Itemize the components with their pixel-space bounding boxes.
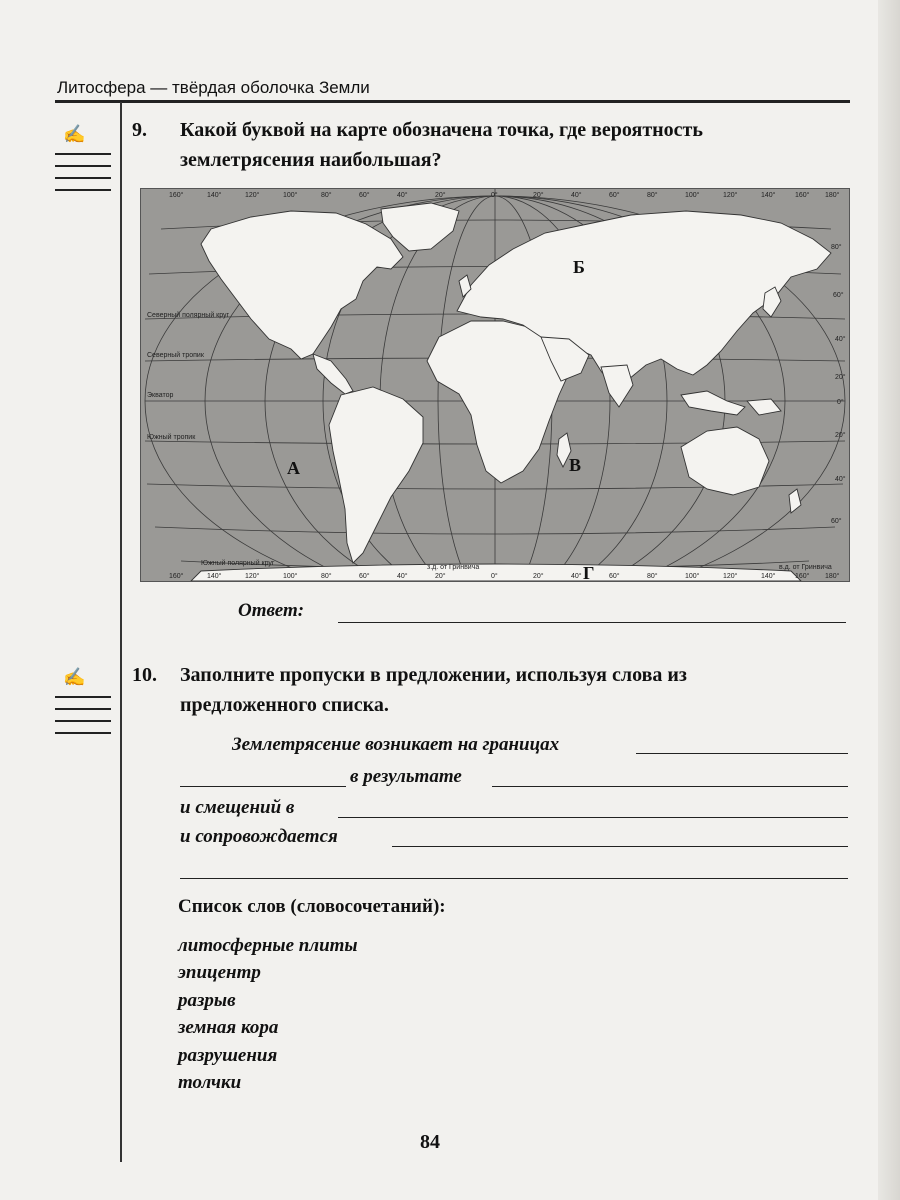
word-list-title: Список слов (словосочетаний): — [178, 896, 446, 917]
blank-line-3[interactable] — [492, 786, 848, 787]
blank-line-5[interactable] — [392, 846, 848, 847]
tick-label: 100° — [685, 573, 700, 580]
fill-sentence-part-4: и сопровождается — [180, 826, 338, 847]
tick-label: 120° — [723, 573, 738, 580]
tick-label: 80° — [647, 192, 658, 199]
tick-label: 0° — [837, 399, 844, 406]
tick-label: 140° — [207, 192, 222, 199]
tick-label: 80° — [647, 573, 658, 580]
margin-line — [55, 720, 111, 722]
word-list-item: земная кора — [178, 1017, 279, 1038]
tick-label: 160° — [795, 192, 810, 199]
tick-label: 80° — [321, 573, 332, 580]
word-list-item: толчки — [178, 1072, 242, 1093]
world-map — [140, 188, 850, 582]
fill-sentence-part-2: в результате — [350, 766, 462, 787]
tick-label: 80° — [831, 244, 842, 251]
tick-label: 40° — [571, 192, 582, 199]
tick-label: 160° — [169, 192, 184, 199]
margin-line — [55, 189, 111, 191]
fill-sentence-part-1: Землетрясение возникает на границах — [232, 734, 560, 755]
tick-label: 20° — [533, 192, 544, 199]
tick-label: 140° — [761, 573, 776, 580]
question-9-text — [180, 115, 703, 175]
running-header — [55, 76, 850, 102]
antarctic-circle-label: Южный полярный круг — [201, 560, 275, 567]
blank-line-2[interactable] — [180, 786, 346, 787]
header-title: Литосфера — твёрдая оболочка Земли — [57, 78, 370, 97]
tick-label: 0° — [491, 573, 498, 580]
tick-label: 160° — [795, 573, 810, 580]
pencil-icon: ✍ — [63, 124, 86, 144]
equator-label: Экватор — [147, 392, 174, 399]
margin-answer-box-q9 — [55, 125, 111, 191]
tick-label: 120° — [245, 573, 260, 580]
tick-label: 60° — [359, 573, 370, 580]
tick-label: 60° — [359, 192, 370, 199]
tick-label: 120° — [723, 192, 738, 199]
tick-label: 60° — [833, 292, 844, 299]
margin-answer-box-q10 — [55, 668, 111, 734]
map-point-v: В — [569, 455, 582, 475]
tick-label: 100° — [283, 573, 298, 580]
tick-label: 180° — [825, 573, 840, 580]
blank-line-1[interactable] — [636, 753, 848, 754]
tick-label: 80° — [321, 192, 332, 199]
margin-rule — [120, 102, 122, 1162]
answer-line[interactable] — [338, 622, 846, 623]
pencil-icon: ✍ — [63, 667, 86, 687]
margin-line — [55, 708, 111, 710]
tick-label: 140° — [761, 192, 776, 199]
tick-label: 160° — [169, 573, 184, 580]
tick-label: 20° — [435, 192, 446, 199]
tick-label: 40° — [397, 573, 408, 580]
question-10-number: 10. — [132, 664, 157, 686]
west-longitude-label: з.д. от Гринвича — [427, 564, 480, 571]
tick-label: 120° — [245, 192, 260, 199]
tropic-south-label: Южный тропик — [147, 434, 196, 441]
word-list-item: литосферные плиты — [178, 935, 358, 956]
arctic-circle-label: Северный полярный круг — [147, 312, 230, 319]
header-rule — [55, 100, 850, 103]
tick-label: 100° — [685, 192, 700, 199]
question-10-line-2: предложенного списка. — [180, 694, 389, 716]
tick-label: 0° — [491, 192, 498, 199]
question-9-line-2: землетрясения наибольшая? — [180, 149, 442, 171]
tick-label: 20° — [435, 573, 446, 580]
tropic-north-label: Северный тропик — [147, 352, 204, 359]
question-9-number: 9. — [132, 119, 147, 141]
question-9-line-1: Какой буквой на карте обозначена точка, где вероятность — [180, 119, 703, 141]
map-point-g: Г — [583, 563, 595, 582]
tick-label: 60° — [609, 192, 620, 199]
margin-line — [55, 165, 111, 167]
map-point-a: А — [287, 458, 300, 478]
margin-line — [55, 177, 111, 179]
tick-label: 40° — [397, 192, 408, 199]
tick-label: 180° — [825, 192, 840, 199]
map-point-b: Б — [573, 257, 585, 277]
word-list-item: эпицентр — [178, 962, 261, 983]
tick-label: 140° — [207, 573, 222, 580]
fill-sentence-part-3: и смещений в — [180, 797, 295, 818]
margin-line — [55, 696, 111, 698]
tick-label: 20° — [533, 573, 544, 580]
tick-label: 40° — [835, 336, 846, 343]
word-list-item: разрушения — [178, 1045, 278, 1066]
tick-label: 100° — [283, 192, 298, 199]
margin-line — [55, 153, 111, 155]
margin-line — [55, 732, 111, 734]
page-number: 84 — [420, 1131, 440, 1153]
answer-label: Ответ: — [238, 600, 305, 621]
tick-label: 20° — [835, 374, 846, 381]
tick-label: 60° — [831, 518, 842, 525]
tick-label: 40° — [835, 476, 846, 483]
east-longitude-label: в.д. от Гринвича — [779, 564, 832, 571]
tick-label: 60° — [609, 573, 620, 580]
blank-line-6[interactable] — [180, 878, 848, 879]
question-10-text — [180, 660, 687, 720]
question-10-line-1: Заполните пропуски в предложении, используя слова из — [180, 664, 687, 686]
blank-line-4[interactable] — [338, 817, 848, 818]
page-edge-shadow — [878, 0, 900, 1200]
tick-label: 40° — [571, 573, 582, 580]
word-list-item: разрыв — [178, 990, 236, 1011]
tick-label: 20° — [835, 432, 846, 439]
